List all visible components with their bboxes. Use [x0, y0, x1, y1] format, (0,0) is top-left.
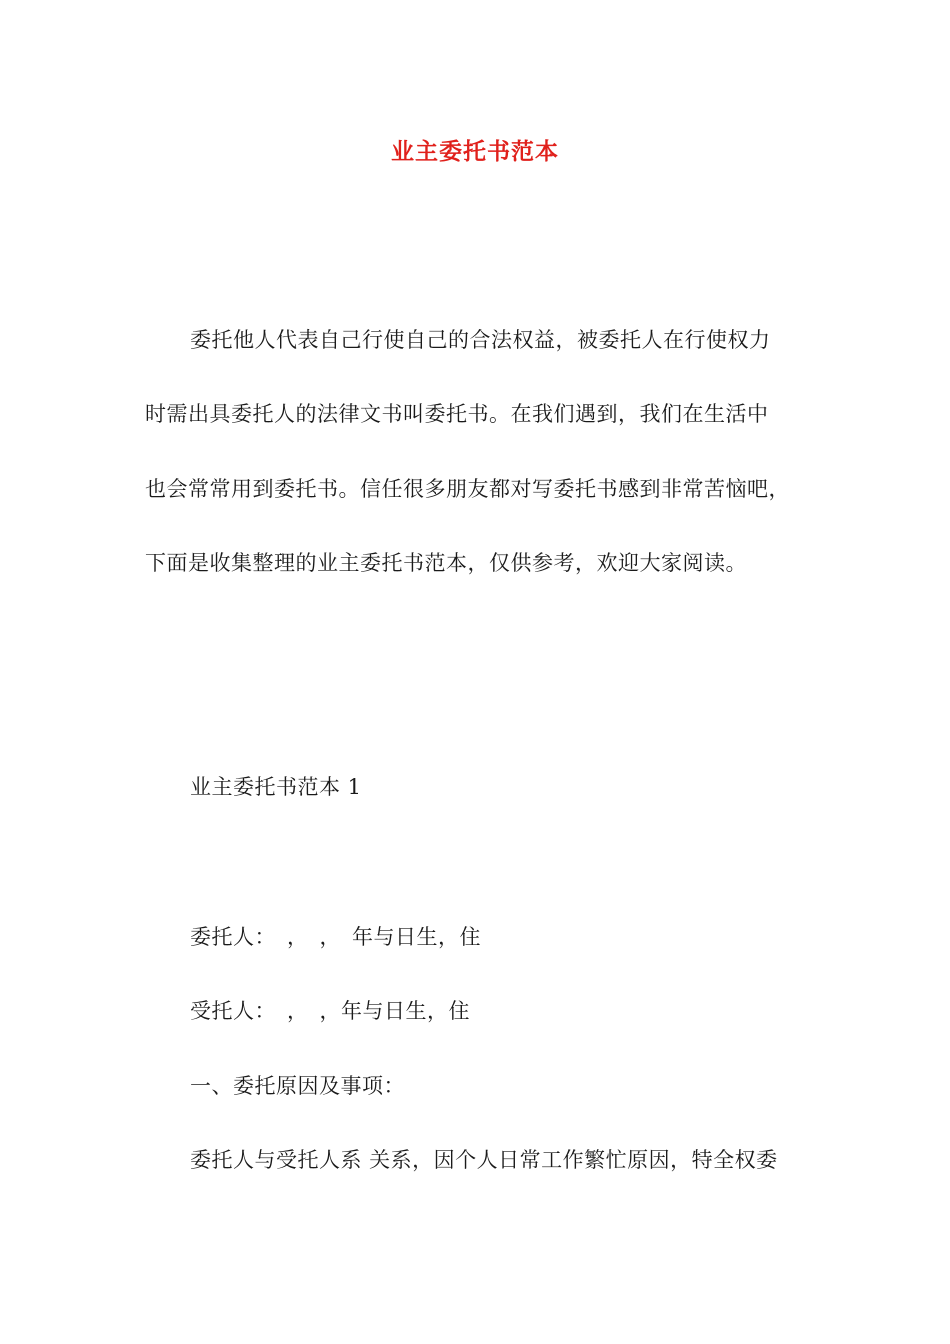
intro-line-1: 委托他人代表自己行使自己的合法权益，被委托人在行使权力	[190, 328, 771, 352]
intro-line-3: 也会常常用到委托书。信任很多朋友都对写委托书感到非常苦恼吧，	[145, 477, 790, 501]
item-body-line: 委托人与受托人系 关系，因个人日常工作繁忙原因，特全权委	[190, 1148, 778, 1172]
item-heading: 一、委托原因及事项：	[190, 1074, 405, 1098]
intro-line-4: 下面是收集整理的业主委托书范本，仅供参考，欢迎大家阅读。	[145, 551, 747, 575]
principal-line: 委托人： ， ， 年与日生，住	[190, 925, 481, 949]
section-heading: 业主委托书范本 1	[190, 775, 362, 799]
document-title: 业主委托书范本	[391, 138, 559, 165]
agent-line: 受托人： ， ，年与日生，住	[190, 999, 470, 1023]
intro-line-2: 时需出具委托人的法律文书叫委托书。在我们遇到，我们在生活中	[145, 402, 769, 426]
